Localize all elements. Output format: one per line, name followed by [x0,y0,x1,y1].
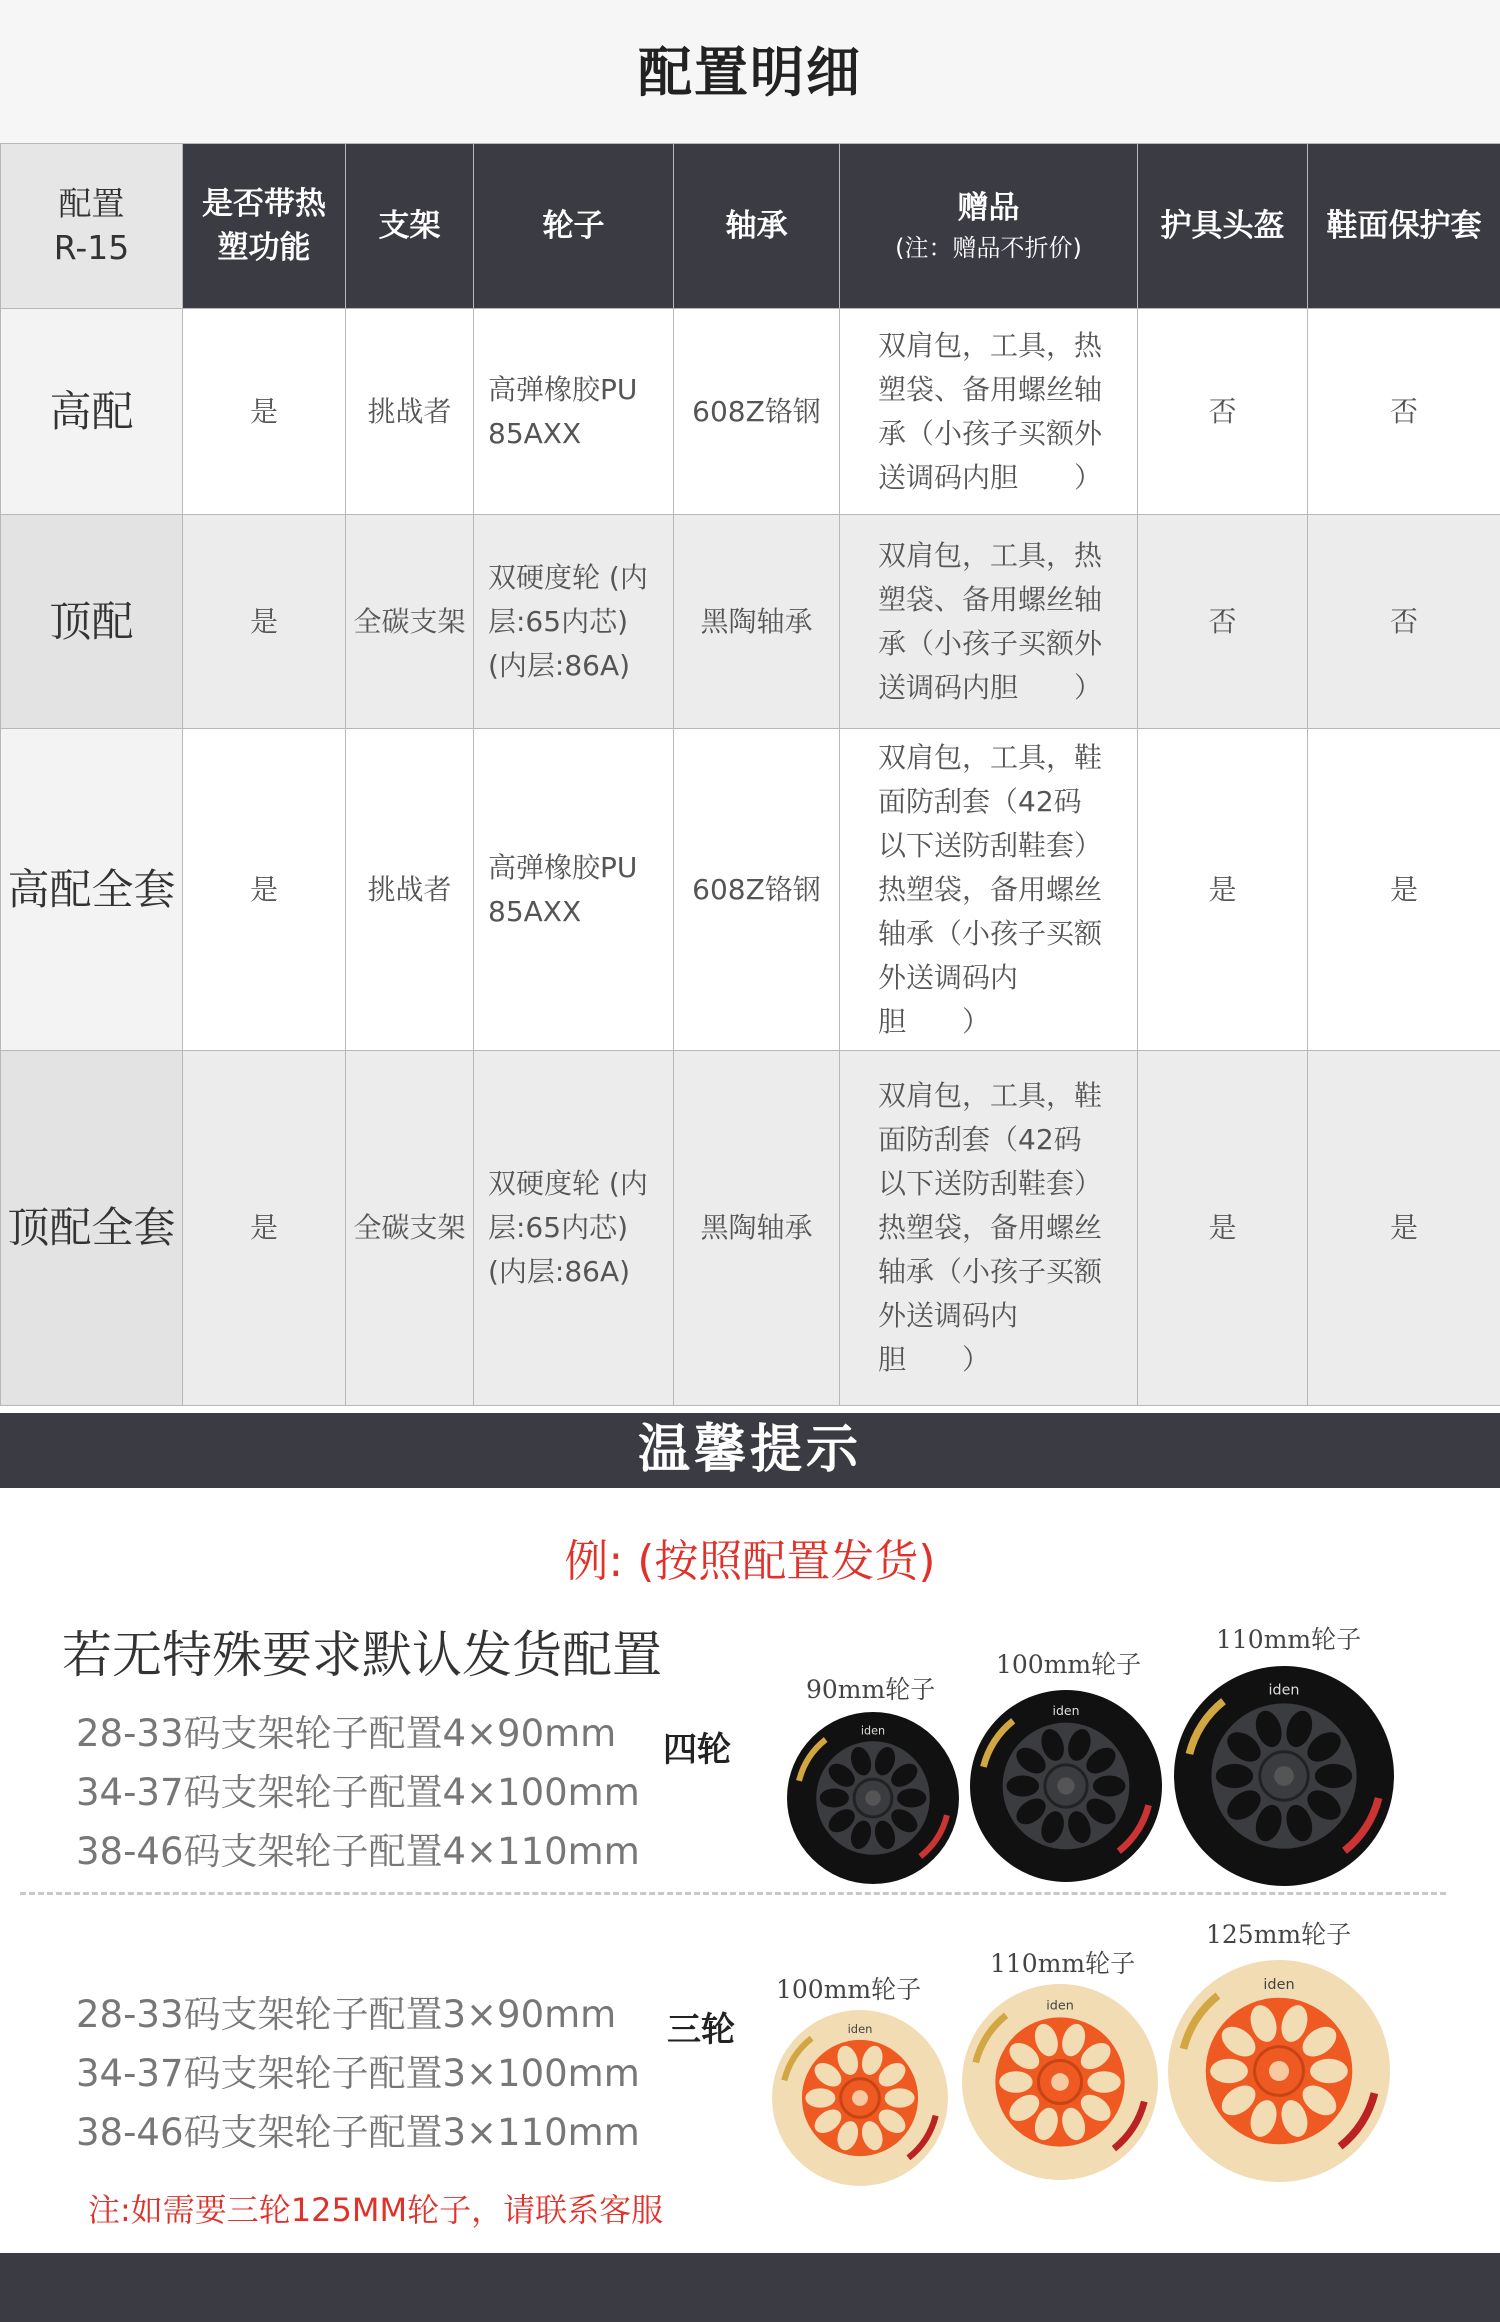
header-wheels: 轮子 [474,144,674,309]
orange-wheel-100mm-icon [770,2008,950,2188]
default-config-title: 若无特殊要求默认发货配置 [62,1626,662,1684]
cell-protective-gear: 否 [1138,515,1308,729]
cell-protective-gear: 否 [1138,309,1308,515]
cell-bearing: 黑陶轴承 [674,1051,840,1406]
contact-note: 注:如需要三轮125MM轮子，请联系客服 [88,2191,664,2229]
table-row [1,1051,1500,1406]
tips-band [0,1413,1500,1488]
header-model: R-15 [53,228,130,267]
cell-wheels: 双硬度轮 (内层:65内芯) (内层:86A) [474,515,674,729]
table-row [1,729,1500,1051]
cell-frame: 全碳支架 [346,515,474,729]
cell-bearing: 608Z铬钢 [674,309,840,515]
cell-protective-gear: 是 [1138,1051,1308,1406]
black-wheel-90mm-icon [785,1710,961,1886]
three-wheel-spec-list [76,1985,640,2162]
svg-text:iden: iden [847,2021,873,2036]
cell-gifts: 双肩包，工具，热塑袋、备用螺丝轴承（小孩子买额外送调码内胆 ） [840,309,1138,515]
row-name: 高配 [1,309,183,515]
cell-frame: 挑战者 [346,309,474,515]
list-item: 28-33码支架轮子配置3×90mm [76,1993,617,2036]
cell-gifts: 双肩包，工具，鞋面防刮套（42码以下送防刮鞋套）热塑袋，备用螺丝轴承（小孩子买额外送调码内胆 ） [840,729,1138,1051]
header-config [1,144,183,309]
cell-protective-gear: 是 [1138,729,1308,1051]
orange-wheel-125mm-icon [1166,1958,1392,2184]
svg-text:iden: iden [1046,1998,1074,2014]
header-shoe-cover: 鞋面保护套 [1308,144,1500,309]
header-gifts [840,144,1138,309]
wheel-caption: 100mm轮子 [996,1650,1142,1679]
four-wheel-spec-list [76,1704,640,1881]
svg-text:iden: iden [1052,1702,1080,1718]
cell-heat-mold: 是 [183,1051,346,1406]
header-frame: 支架 [346,144,474,309]
cell-heat-mold: 是 [183,309,346,515]
cell-shoe-cover: 否 [1308,515,1500,729]
svg-text:iden: iden [1268,1682,1300,1699]
table-row [1,309,1500,515]
list-item: 34-37码支架轮子配置4×100mm [76,1771,640,1814]
black-wheel-110mm-icon [1172,1664,1396,1888]
black-wheel-100mm-icon [968,1688,1164,1884]
wheel-caption: 90mm轮子 [806,1675,936,1704]
cell-frame: 全碳支架 [346,1051,474,1406]
three-wheel-label: 三轮 [667,2010,735,2050]
cell-shoe-cover: 是 [1308,1051,1500,1406]
table-row [1,515,1500,729]
cell-bearing: 608Z铬钢 [674,729,840,1051]
row-name: 高配全套 [1,729,183,1051]
cell-gifts: 双肩包，工具，鞋面防刮套（42码以下送防刮鞋套）热塑袋，备用螺丝轴承（小孩子买额外送调码内胆 ） [840,1051,1138,1406]
page-title: 配置明细 [638,41,862,104]
cell-frame: 挑战者 [346,729,474,1051]
cell-wheels: 高弹橡胶PU 85AXX [474,729,674,1051]
wheel-caption: 100mm轮子 [776,1975,922,2004]
wheel-caption: 110mm轮子 [990,1949,1136,1978]
cell-wheels: 双硬度轮 (内层:65内芯) (内层:86A) [474,1051,674,1406]
tips-title: 温馨提示 [637,1420,862,1480]
header-config-label: 配置 [58,184,125,223]
config-table [0,143,1500,1406]
list-item: 38-46码支架轮子配置4×110mm [76,1830,640,1873]
header-gifts-label: 赠品 [957,190,1020,226]
cell-shoe-cover: 是 [1308,729,1500,1051]
table-header-row [1,144,1500,309]
cell-bearing: 黑陶轴承 [674,515,840,729]
cell-wheels: 高弹橡胶PU 85AXX [474,309,674,515]
header-protective-gear: 护具头盔 [1138,144,1308,309]
title-band [0,0,1500,143]
svg-text:iden: iden [860,1724,886,1738]
cell-gifts: 双肩包，工具，热塑袋、备用螺丝轴承（小孩子买额外送调码内胆 ） [840,515,1138,729]
list-item: 28-33码支架轮子配置4×90mm [76,1712,617,1755]
header-bearing: 轴承 [674,144,840,309]
row-name: 顶配 [1,515,183,729]
cell-heat-mold: 是 [183,515,346,729]
header-gifts-note: (注：赠品不折价) [895,234,1082,262]
list-item: 38-46码支架轮子配置3×110mm [76,2111,640,2154]
dashed-divider [20,1892,1446,1895]
four-wheel-label: 四轮 [663,1730,731,1770]
row-name: 顶配全套 [1,1051,183,1406]
example-note: 例: (按照配置发货) [564,1536,936,1587]
bottom-band [0,2253,1500,2322]
orange-wheel-110mm-icon [960,1982,1160,2182]
wheel-caption: 110mm轮子 [1216,1625,1362,1654]
wheel-caption: 125mm轮子 [1206,1920,1352,1949]
cell-heat-mold: 是 [183,729,346,1051]
cell-shoe-cover: 否 [1308,309,1500,515]
list-item: 34-37码支架轮子配置3×100mm [76,2052,640,2095]
svg-text:iden: iden [1263,1976,1295,1993]
header-heat-mold: 是否带热塑功能 [183,144,346,309]
